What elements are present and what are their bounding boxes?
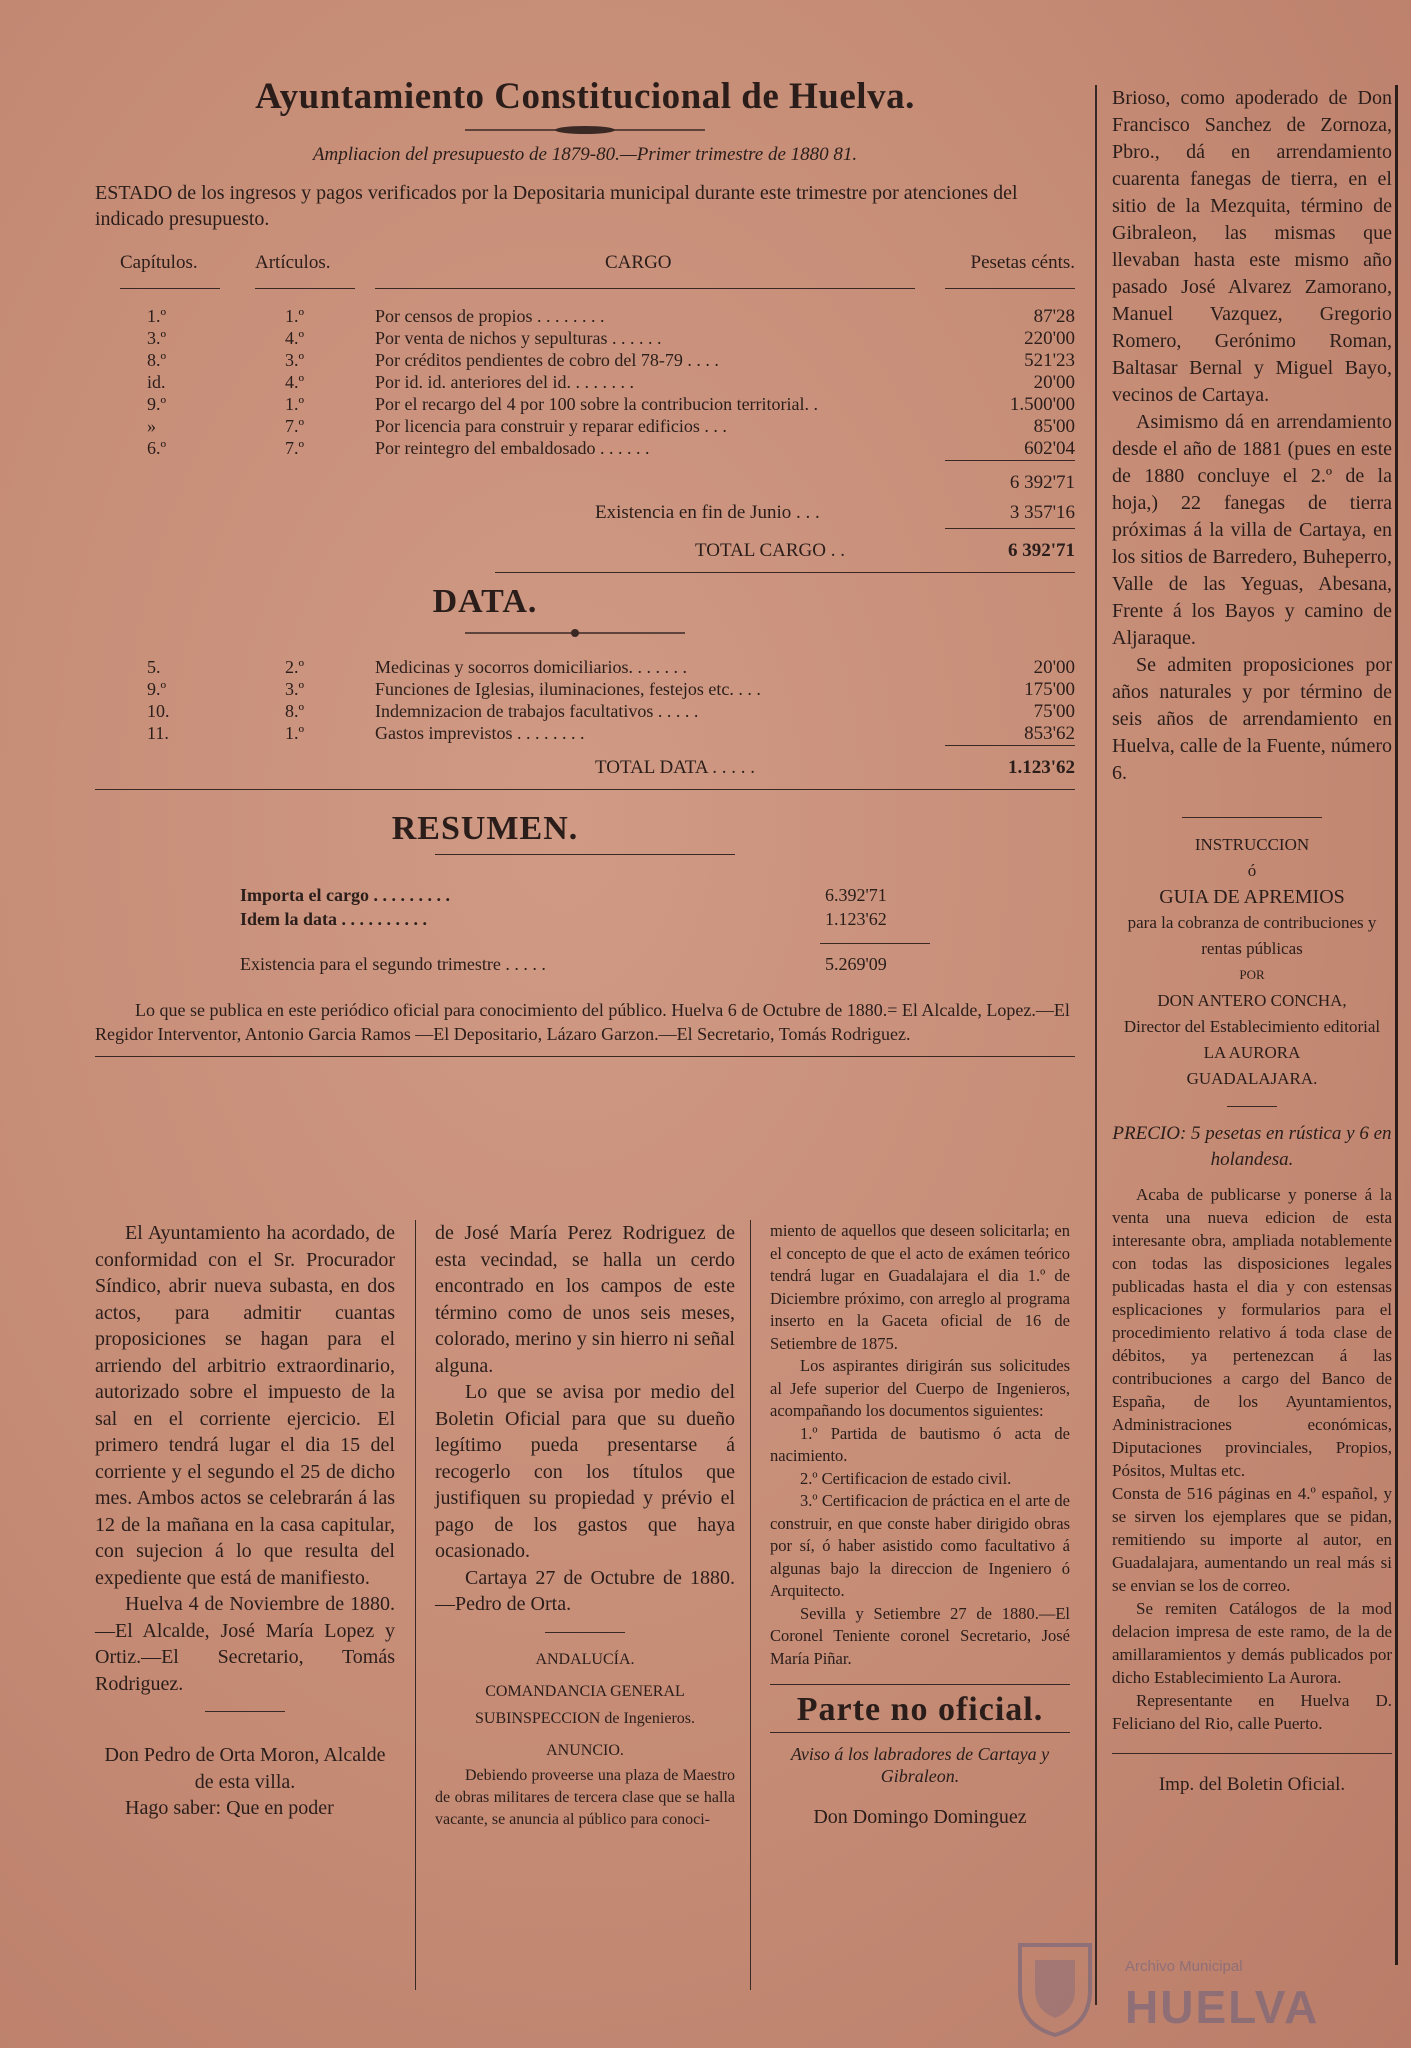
table-row: id. 4.º Por id. id. anteriores del id. . . . . . . . 20'00: [147, 372, 1075, 393]
anuncio-heading: ANUNCIO.: [546, 1742, 624, 1759]
sum-rule: [95, 460, 1075, 468]
watermark-text: HUELVA: [1125, 1981, 1320, 2033]
table-row: Importa el cargo . . . . . . . . . 6.392'71: [240, 885, 887, 905]
table-row: 10. 8.º Indemnizacion de trabajos facultativos . . . . . 75'00: [147, 701, 1075, 722]
table-row: 6.º 7.º Por reintegro del embaldosado . . . . . . 602'04: [147, 438, 1075, 459]
cargo-subtotal: 6 392'71: [1009, 472, 1075, 493]
arrendamiento-text: Brioso, como apoderado de Don Francisco Sanchez de Zornoza, Pbro., dá en arrendamiento cuarenta fanegas de tierra, en el sitio de la Mezquita, término de Gibraleon, las mismas que llevaban hasta este mismo año pasado José Alvarez Zamorano, Manuel Vazquez, Gregorio Romero, Gerónimo Roman, Baltasar Bernal y Miguel Bayo, vecinos de Cartaya.: [1112, 87, 1392, 406]
publicarse-text: Acaba de publicarse y ponerse á la venta una nueva edicion de esta interesante obra, ampliada notablemente con todas las disposiciones legales publicadas hasta el dia y con estensas esplicaciones y formularios para el procedimiento relativo á toda clase de débitos, ya pertenezcan á las contribuciones a cargo del Banco de España, de los Ayuntamientos, Administraciones económicas, Diputaciones provinciales, Propios, Pósitos, Multas etc.: [1112, 1185, 1392, 1480]
instruccion-heading: INSTRUCCION: [1194, 835, 1310, 854]
page-title: Ayuntamiento Constitucional de Huelva.: [255, 76, 915, 117]
aviso-heading: Aviso á los labradores de Cartaya y Gibraleon.: [790, 1743, 1050, 1786]
budget-section: [95, 70, 1075, 1063]
ornament-divider: [465, 627, 685, 639]
watermark-label: Archivo Municipal: [1125, 1958, 1243, 1975]
table-row: 5. 2.º Medicinas y socorros domiciliarios. . . . . . . 20'00: [147, 657, 1075, 678]
col-capitulos: Capítulos.: [120, 252, 198, 273]
estado-intro: ESTADO de los ingresos y pagos verificados por la Depositaria municipal durante este trimestre por atenciones del indicado presupuesto.: [95, 182, 1018, 230]
total-data-line: TOTAL DATA . . . . . 1.123'62: [595, 757, 1075, 778]
catalogos-text: Se remiten Catálogos de la mod delacion impresa de este ramo, de la de amillaramientos y demás publicados por dicho Establecimiento La Aurora.: [1112, 1599, 1392, 1687]
table-row: 3.º 4.º Por venta de nichos y sepulturas . . . . . . 220'00: [147, 328, 1075, 349]
ornament-rule: [435, 854, 735, 855]
table-row: 9.º 1.º Por el recargo del 4 por 100 sobre la contribucion territorial. . 1.500'00: [147, 394, 1075, 415]
column-subasta: [95, 1220, 395, 1822]
sum-rule: [95, 745, 1075, 753]
column-ingenieros: [770, 1220, 1070, 1828]
column-rules: [95, 288, 1075, 298]
sum-rule: [820, 943, 930, 944]
ingenieros-signature: Sevilla y Setiembre 27 de 1880.—El Coronel Teniente coronel Secretario, José María Piñar.: [770, 1603, 1070, 1668]
subasta-signature: Huelva 4 de Noviembre de 1880.—El Alcalde, José María Lopez y Ortiz.—El Secretario, Tomás Rodriguez.: [95, 1593, 395, 1695]
author-name: DON ANTERO CONCHA,: [1157, 991, 1347, 1010]
cargo-table: [95, 306, 1075, 460]
column-rule: [750, 1220, 751, 1990]
data-heading: DATA.: [432, 583, 538, 620]
table-row: 11. 1.º Gastos imprevistos . . . . . . . . 853'62: [147, 723, 1075, 744]
table-row: 8.º 3.º Por créditos pendientes de cobro del 78-79 . . . . 521'23: [147, 350, 1075, 371]
ornament-divider: [465, 124, 705, 136]
andalucia-heading: ANDALUCÍA.: [535, 1650, 635, 1668]
por-label: POR: [1239, 967, 1265, 982]
total-cargo-line: TOTAL CARGO . . 6 392'71: [695, 540, 1075, 561]
data-table: [95, 657, 1075, 745]
guia-subtitle: para la cobranza de contribuciones y rentas públicas: [1127, 913, 1377, 958]
lower-columns: [95, 1220, 1095, 2000]
subasta-notice: El Ayuntamiento ha acordado, de conformidad con el Sr. Procurador Síndico, abrir nueva subasta, en dos actos, para admitir cuantas proposiciones se hagan para el arriendo del arbitrio extraordinario, autorizado sobre el impuesto de la sal en el corriente ejercicio. El primero tendrá lugar el dia 15 del corriente y el segundo el 25 de dicho mes. Ambos actos se celebrarán á las 12 de la mañana en la casa capitular, con sujecion á lo que resulta del expediente que está de manifiesto.: [95, 1222, 395, 1589]
doc-item: 1.º Partida de bautismo ó acta de nacimiento.: [770, 1423, 1070, 1465]
table-row: Existencia para el segundo trimestre . . . . . 5.269'09: [240, 954, 887, 974]
cerdo-signature: Cartaya 27 de Octubre de 1880.—Pedro de Orta.: [435, 1566, 735, 1615]
representante-text: Representante en Huelva D. Feliciano del Rio, calle Puerto.: [1112, 1691, 1392, 1733]
author-city: GUADALAJARA.: [1186, 1069, 1318, 1088]
col-articulos: Artículos.: [255, 252, 331, 273]
hago-saber: Hago saber: Que en poder: [125, 1797, 334, 1819]
ingenieros-text: miento de aquellos que deseen solicitarla; en el concepto de que el acto de exámen teórico tendrá lugar en Guadalajara el dia 1.º de Diciembre próximo, con arreglo al programa inserto en la Gaceta oficial de 16 de Setiembre de 1875.: [770, 1221, 1070, 1353]
col-pesetas: Pesetas cénts.: [970, 252, 1075, 273]
table-row: » 7.º Por licencia para construir y reparar edificios . . . 85'00: [147, 416, 1075, 437]
precio-text: PRECIO: 5 pesetas en rústica y 6 en holandesa.: [1112, 1123, 1392, 1170]
comandancia-heading: COMANDANCIA GENERAL SUBINSPECCION de Ingenieros.: [475, 1683, 695, 1727]
existencia-line: Existencia en fin de Junio . . . 3 357'16: [595, 502, 1075, 523]
coat-of-arms-icon: [1000, 1930, 1110, 2040]
column-rule: [415, 1220, 416, 1990]
instruccion-o: ó: [1247, 861, 1257, 880]
col-cargo: CARGO: [605, 252, 672, 273]
resumen-table: [95, 885, 1075, 978]
section-rule: [95, 1056, 1075, 1057]
column-rule: [1095, 85, 1097, 2005]
anuncio-text: Debiendo proveerse una plaza de Maestro de obras militares de tercera clase que se halla vacante, se anuncia al público para conoci-: [435, 1766, 735, 1828]
aviso-start: Don Domingo Dominguez: [813, 1805, 1027, 1828]
aspirantes-text: Los aspirantes dirigirán sus solicitudes al Jefe superior del Cuerpo de Ingenieros, acompañando los documentos siguientes:: [770, 1356, 1070, 1420]
table-row: 1.º 1.º Por censos de propios . . . . . . . . 87'28: [147, 306, 1075, 327]
table-row: Idem la data . . . . . . . . . . 1.123'62: [240, 909, 887, 929]
budget-subtitle: Ampliacion del presupuesto de 1879-80.—Primer trimestre de 1880 81.: [312, 144, 858, 165]
column-headers: [95, 252, 1075, 288]
section-rule: [95, 789, 1075, 790]
parte-no-oficial-heading: Parte no oficial.: [796, 1691, 1044, 1728]
imprenta-footer: Imp. del Boletin Oficial.: [1158, 1774, 1346, 1795]
column-cerdo: [435, 1220, 735, 1831]
proposiciones-text: Se admiten proposiciones por años naturales y por término de seis años de arrendamiento en Huelva, calle de la Fuente, número 6.: [1112, 654, 1392, 784]
sum-rule: [95, 528, 1075, 536]
consta-text: Consta de 516 páginas en 4.º español, y se sirven los ejemplares que se pidan, remitiendo su importe al autor, en Guadalajara, aumentando un real más si se envian se los de correo.: [1112, 1484, 1392, 1595]
publication-notice: Lo que se publica en este periódico oficial para conocimiento del público. Huelva 6 de Octubre de 1880.= El Alcalde, Lopez.—El Regidor Interventor, Antonio Garcia Ramos —El Depositario, Lázaro Garzon.—El Secretario, Tomás Rodriguez.: [95, 1000, 1070, 1044]
guia-heading: GUIA DE APREMIOS: [1159, 886, 1345, 908]
resumen-heading: RESUMEN.: [391, 810, 579, 847]
section-rule: [495, 572, 1075, 573]
cerdo-aviso: Lo que se avisa por medio del Boletin Oficial para que su dueño legítimo pueda presentarse á recogerlo con los títulos que justifiquen su propiedad y prévio el pago de los gastos que haya ocasionado.: [435, 1381, 735, 1562]
cerdo-notice: de José María Perez Rodriguez de esta vecindad, se halla un cerdo encontrado en los campos de este término como de unos seis meses, colorado, merino y sin hierro ni señal alguna.: [435, 1222, 735, 1377]
doc-item: 3.º Certificacion de práctica en el arte de construir, en que conste haber dirigido obras por sí, ó haber asistido como facultativo á algunas bajo la direccion de Ingeniero ó Arquitecto.: [770, 1491, 1070, 1600]
archive-watermark: [1000, 1930, 1360, 2040]
alcalde-heading: Don Pedro de Orta Moron, Alcalde de esta villa.: [104, 1744, 386, 1793]
right-column: [1112, 85, 1392, 1798]
arrendamiento-text-2: Asimismo dá en arrendamiento desde el año de 1881 (pues en este de 1880 concluye el 2.º de la hoja,) 22 fanegas de tierra próximas á la villa de Cartaya, en los sitios de Barredero, Buheperro, Valle de las Yeguas, Abesana, Frente á los Bayos y camino de Aljaraque.: [1112, 411, 1392, 649]
doc-item: 2.º Certificacion de estado civil.: [800, 1468, 1012, 1488]
table-row: 9.º 3.º Funciones de Iglesias, iluminaciones, festejos etc. . . . 175'00: [147, 679, 1075, 700]
author-desc: Director del Establecimiento editorial LA AURORA: [1123, 1017, 1381, 1062]
page-edge: [1395, 85, 1398, 1965]
